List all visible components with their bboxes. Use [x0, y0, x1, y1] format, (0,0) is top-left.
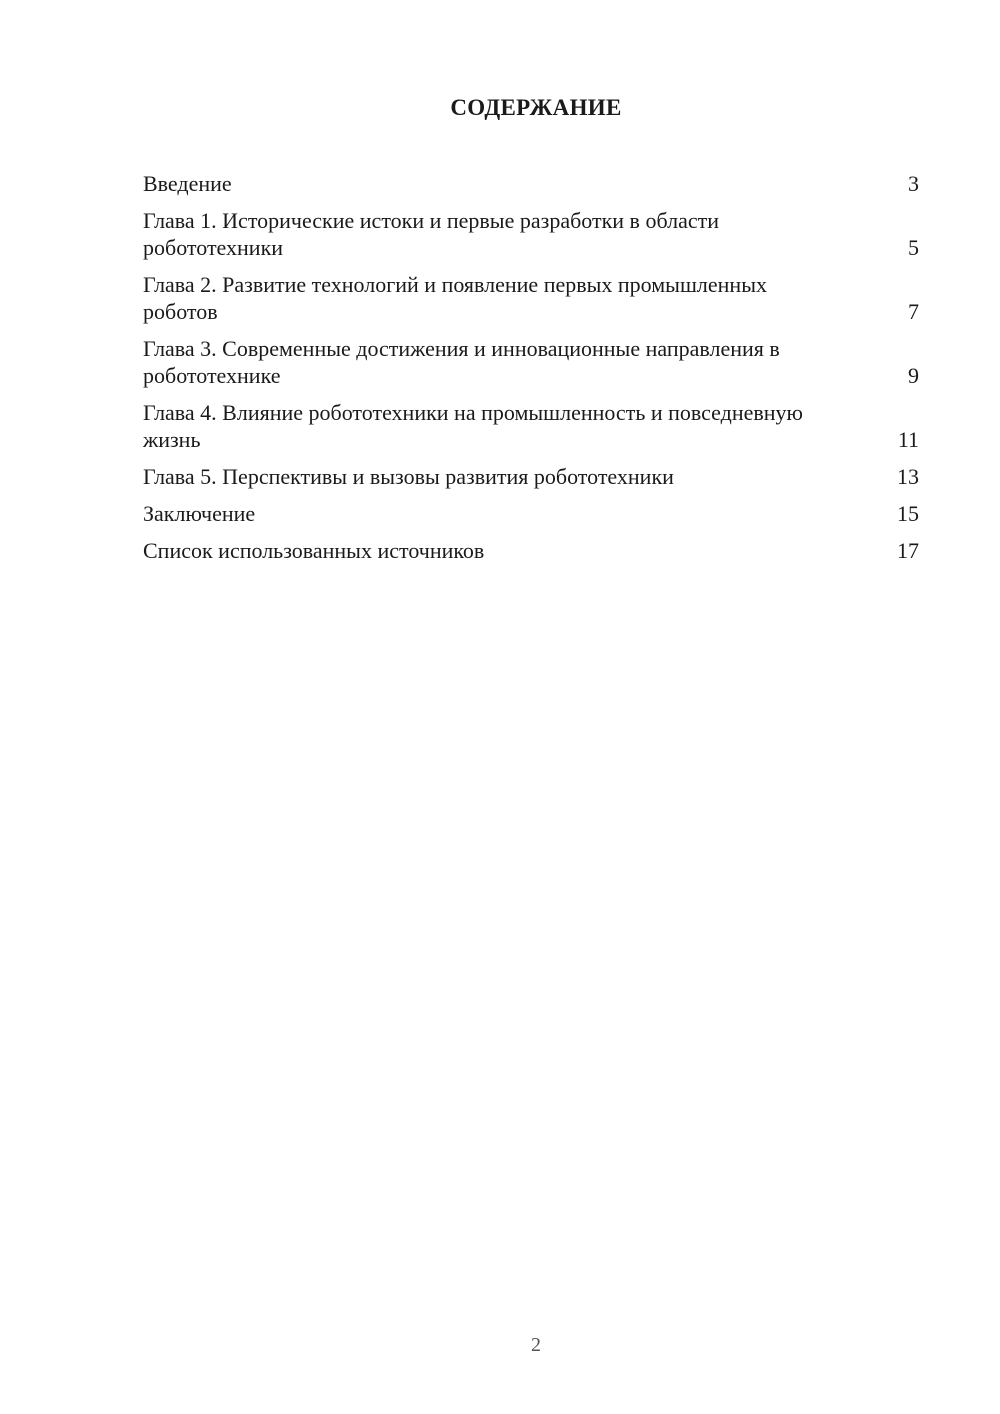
- toc-entry-chapter-1[interactable]: [143, 207, 919, 261]
- toc-entry-page: 17: [897, 538, 919, 563]
- toc-entry-chapter-4[interactable]: [143, 399, 919, 453]
- page-number: 2: [531, 1334, 541, 1356]
- toc-entry-text: Глава 2. Развитие технологий и появление первых промышленных роботов: [143, 272, 767, 324]
- toc-entry-text: Заключение: [143, 501, 256, 526]
- toc-entry-page: 5: [908, 235, 919, 260]
- toc-entry-text: Глава 3. Современные достижения и инновационные направления в робототехнике: [143, 336, 780, 388]
- toc-entry-page: 3: [908, 171, 919, 196]
- table-of-contents: [143, 170, 919, 574]
- toc-entry-page: 9: [908, 363, 919, 388]
- toc-entry-text: Введение: [143, 171, 232, 196]
- toc-entry-page: 7: [908, 299, 919, 324]
- toc-entry-text: Глава 1. Исторические истоки и первые разработки в области робототехники: [143, 208, 719, 260]
- toc-entry-text: Список использованных источников: [143, 538, 485, 563]
- toc-entry-text: Глава 5. Перспективы и вызовы развития робототехники: [143, 464, 674, 489]
- toc-entry-page: 15: [897, 501, 919, 526]
- toc-entry-conclusion[interactable]: [143, 500, 919, 527]
- toc-entry-text: Глава 4. Влияние робототехники на промышленность и повседневную жизнь: [143, 400, 803, 452]
- toc-entry-introduction[interactable]: [143, 170, 919, 197]
- toc-entry-page: 11: [897, 427, 919, 452]
- toc-entry-chapter-2[interactable]: [143, 271, 919, 325]
- toc-entry-chapter-3[interactable]: [143, 335, 919, 389]
- toc-title: СОДЕРЖАНИЕ: [450, 95, 622, 120]
- toc-entry-references[interactable]: [143, 537, 919, 564]
- toc-entry-chapter-5[interactable]: [143, 463, 919, 490]
- toc-entry-page: 13: [897, 464, 919, 489]
